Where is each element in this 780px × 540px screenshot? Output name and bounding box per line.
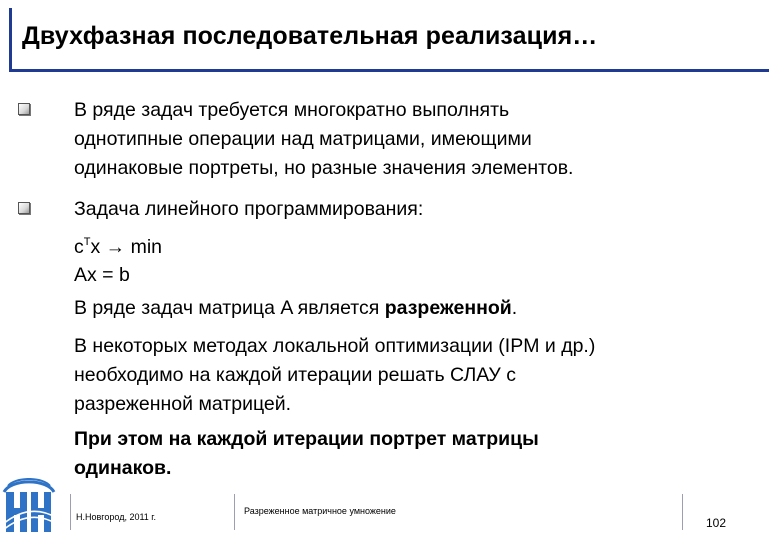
footer-divider-right xyxy=(682,494,683,530)
university-logo xyxy=(2,478,58,536)
portrait-line1: При этом на каждой итерации портрет матрицы xyxy=(74,428,539,450)
sparse-line xyxy=(74,294,517,323)
bullet-square-icon xyxy=(18,103,30,115)
bullet1-line3: одинаковые портреты, но разные значения элементов. xyxy=(74,157,574,179)
bullet1-line2: однотипные операции над матрицами, имеющими xyxy=(74,128,532,150)
objective-line xyxy=(74,228,162,262)
local-opt-line2: необходимо на каждой итерации решать СЛАУ с xyxy=(74,364,516,386)
constraint-line: Ax = b xyxy=(74,264,130,286)
bullet-square-icon xyxy=(18,202,30,214)
bullet2-line1: Задача линейного программирования: xyxy=(74,198,424,220)
bullet1-line1: В ряде задач требуется многократно выполнять xyxy=(74,99,510,121)
local-opt-line1: В некоторых методах локальной оптимизации (IPM и др.) xyxy=(74,335,596,357)
local-opt-line3: разреженной матрицей. xyxy=(74,393,292,415)
portrait-line2: одинаков. xyxy=(74,457,172,479)
footer-divider-middle xyxy=(234,494,235,530)
footer-topic: Разреженное матричное умножение xyxy=(244,506,396,516)
footer-divider-left xyxy=(70,494,71,530)
objective-transpose: T xyxy=(83,236,91,248)
objective-rest: x → min xyxy=(90,236,162,258)
objective-c: c xyxy=(74,236,84,258)
slide-title: Двухфазная последовательная реализация… xyxy=(22,22,598,50)
sparse-prefix: В ряде задач матрица A является xyxy=(74,297,385,319)
page-number: 102 xyxy=(706,516,727,530)
sparse-bold: разреженной xyxy=(384,297,512,319)
footer-location: Н.Новгород, 2011 г. xyxy=(76,512,156,522)
sparse-suffix: . xyxy=(511,297,518,319)
